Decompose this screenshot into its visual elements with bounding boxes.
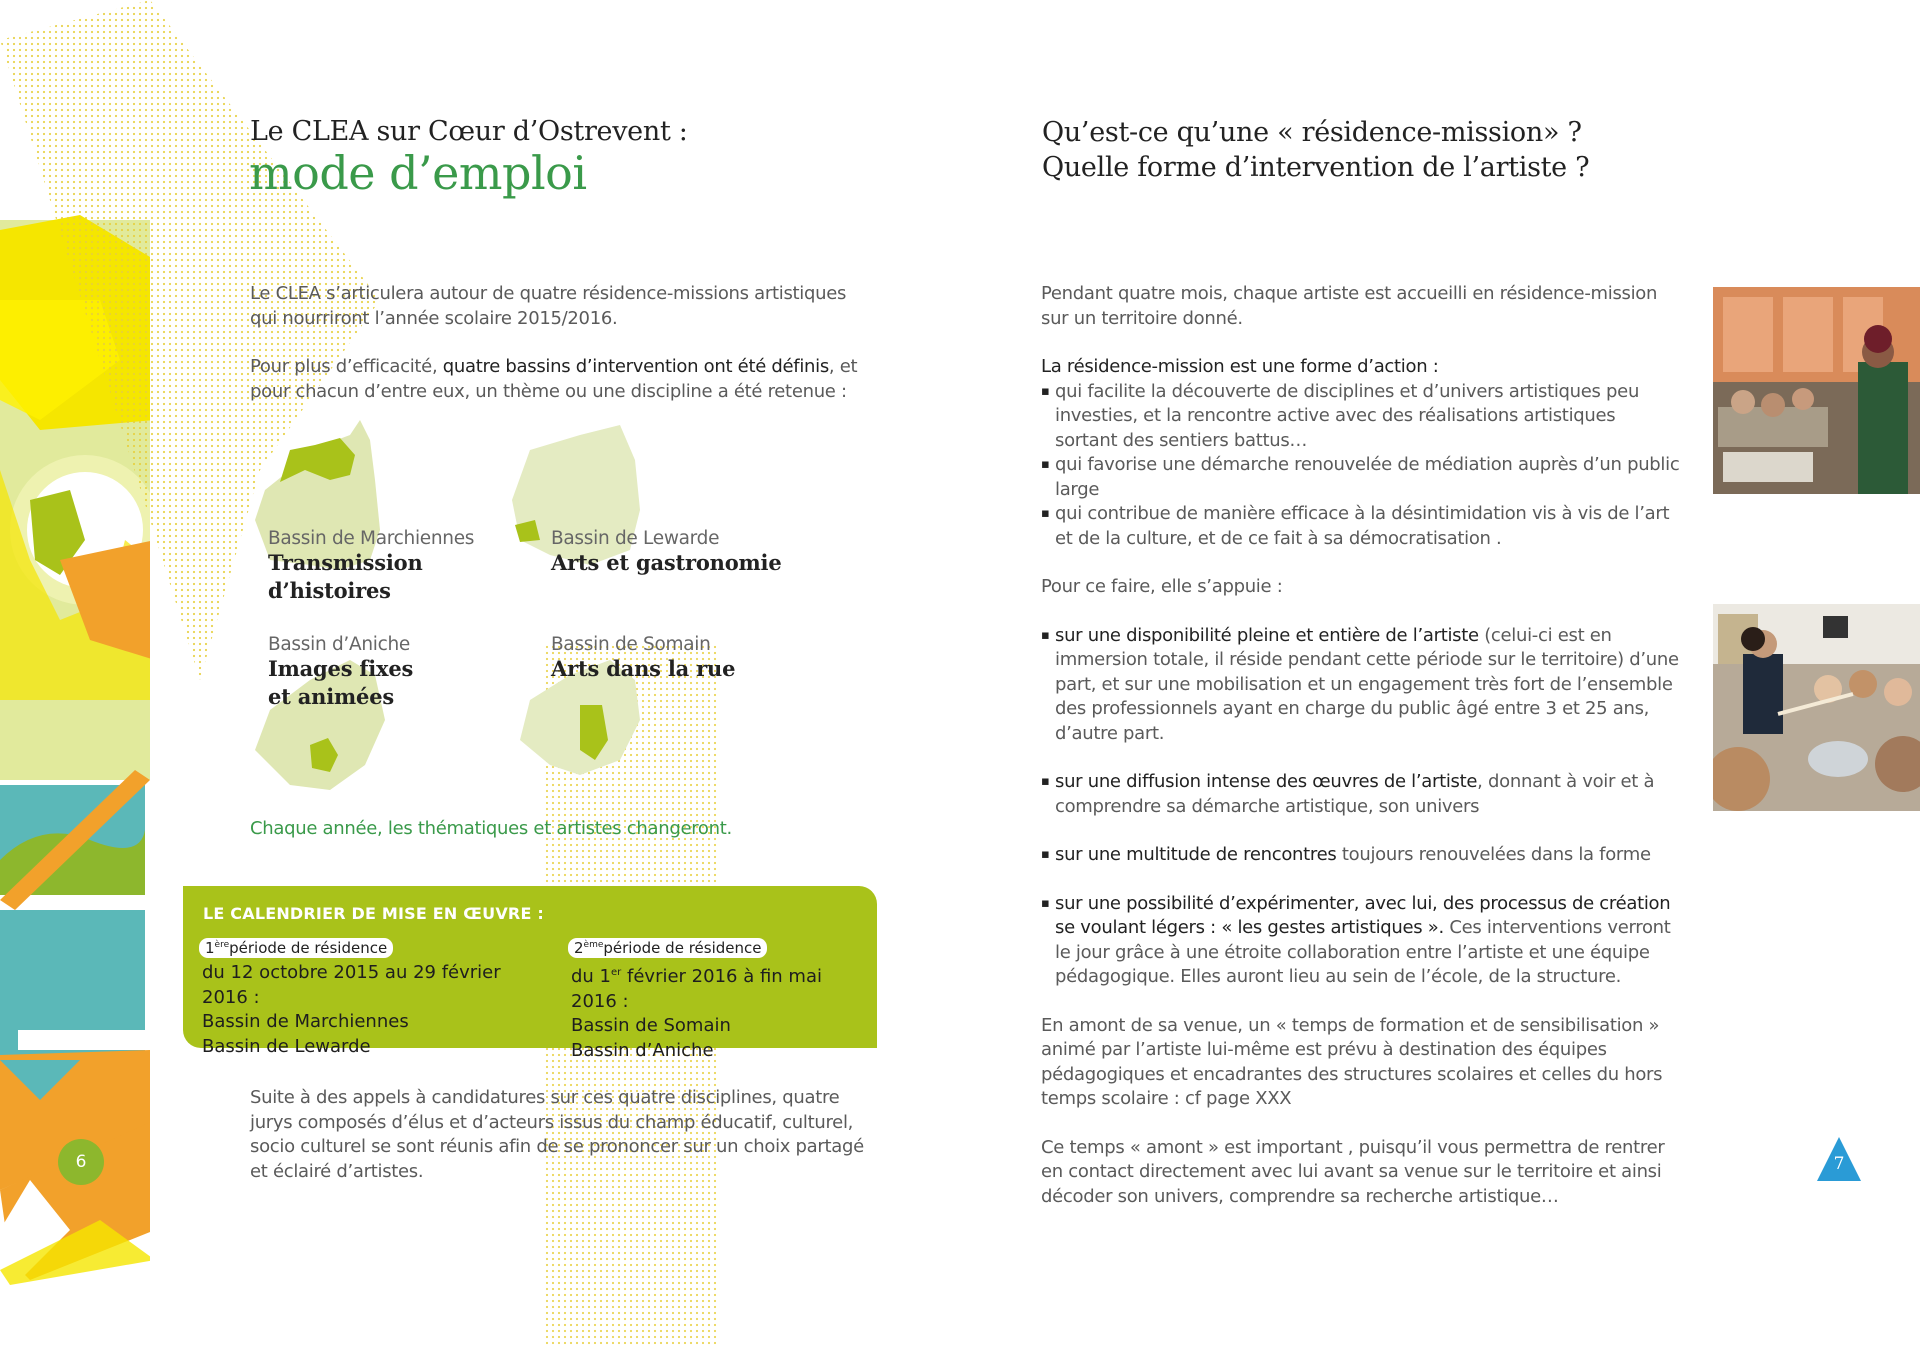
bassin-aniche (268, 634, 488, 711)
action-item: ▪ qui contribue de manière efficace à la désintimidation vis à vis de l’art et de la culture, et de ce fait à sa démocratisation . (1041, 502, 1681, 551)
period-pill (568, 938, 767, 958)
para2-bold: quatre bassins d’intervention ont été définis (442, 356, 829, 377)
period-pill (199, 938, 393, 958)
action-item: ▪ qui favorise une démarche renouvelée de médiation auprès d’un public large (1041, 453, 1681, 502)
classroom-photo-drawing (1713, 287, 1920, 494)
calendar-title: LE CALENDRIER DE MISE EN ŒUVRE : (203, 904, 544, 923)
bassin-label: Bassin de Lewarde (551, 528, 720, 549)
right-p4: En amont de sa venue, un « temps de formation et de sensibilisation » animé par l’artiste lui-même est prévu à destination des équipes pédagogiques et encadrantes des structures scolaires et celles du hors temps scolaire : cf page XXX (1041, 1014, 1663, 1109)
right-p3: Pour ce faire, elle s’appuie : (1041, 576, 1283, 597)
right-p1: Pendant quatre mois, chaque artiste est accueilli en résidence-mission sur un territoire donné. (1041, 283, 1658, 329)
bassin-label: Bassin de Somain (551, 634, 711, 655)
calendar-box (183, 886, 877, 1061)
classroom-photo (1713, 287, 1920, 494)
right-p2-title: La résidence-mission est une forme d’action : (1041, 356, 1439, 377)
page-number-6-badge (58, 1139, 104, 1185)
period-sup: ère (214, 940, 230, 950)
bassin-theme: Arts et gastronomie (551, 550, 782, 575)
workshop-photo-drawing (1713, 604, 1920, 811)
right-p5: Ce temps « amont » est important , puisqu’il vous permettra de rentrer en contact directement avec lui avant sa venue sur le territoire et ainsi décoder son univers, comprendre sa recherche artistique… (1041, 1136, 1665, 1207)
bassin-theme: Transmission (268, 550, 423, 575)
right-heading-line2: Quelle forme d’intervention de l’artiste ? (1042, 152, 1590, 183)
bassin-theme: Arts dans la rue (551, 656, 736, 681)
left-heading-small: Le CLEA sur Cœur d’Ostrevent : (250, 116, 688, 147)
period-bassin-b: Bassin d’Aniche (571, 1039, 714, 1061)
support-rest: , donnant à voir et à comprendre sa démarche artistique, son univers (1055, 771, 1655, 817)
period-dates: du 12 octobre 2015 au 29 février 2016 : (202, 962, 501, 1008)
right-text-column (1041, 282, 1681, 1209)
period-pill-text: période de résidence (603, 939, 762, 957)
yearly-note: Chaque année, les thématiques et artistes changeront. (250, 818, 732, 839)
support-item (1041, 892, 1681, 990)
page-number-7: 7 (1833, 1154, 1845, 1174)
action-item: ▪ qui facilite la découverte de disciplines et d’univers artistiques peu investies, et la rencontre active avec des réalisations artistiques sortant des sentiers battus… (1041, 380, 1681, 454)
support-bold: sur une multitude de rencontres (1055, 844, 1337, 865)
period-pill-text: période de résidence (229, 939, 388, 957)
bassin-label: Bassin de Marchiennes (268, 528, 475, 549)
period-dates (568, 961, 868, 1014)
calendar-period-2 (568, 938, 868, 1063)
support-rest: Ces interventions verront le jour grâce à une étroite collaboration entre l’artiste et une équipe pédagogique. Elles auront lieu au sein de l’école, de la structure. (1055, 917, 1671, 987)
left-bassins-paragraph (250, 355, 870, 404)
support-rest: (celui-ci est en immersion totale, il réside pendant cette période sur le territoire) d’une part, et sur une mobilisation et un engagement très fort de l’ensemble des professionnels ayant en charge du public âgé entre 3 et 25 ans, d’autre part. (1055, 624, 1679, 744)
para2-lead: Pour plus d’efficacité, (250, 356, 443, 377)
support-item (1041, 624, 1681, 747)
left-closing-paragraph: Suite à des appels à candidatures sur ces quatre disciplines, quatre jurys composés d’élus et d’acteurs issus du champ éducatif, culturel, socio culturel se sont réunis afin de se prononcer sur un choix partagé et éclairé d’artistes. (250, 1087, 864, 1182)
left-intro-paragraph: Le CLEA s’articulera autour de quatre résidence-missions artistiques qui nourriront l’année scolaire 2015/2016. (250, 283, 847, 329)
period-bassin-a: Bassin de Somain (571, 1015, 731, 1036)
period-num: 2 (574, 939, 584, 957)
bassin-theme-line2: d’histoires (268, 578, 391, 603)
support-bold: sur une diffusion intense des œuvres de l’artiste (1055, 771, 1478, 792)
bassin-somain (551, 634, 811, 683)
bassin-theme-line2: et animées (268, 684, 394, 709)
action-list (1041, 380, 1681, 552)
period-bassin-b: Bassin de Lewarde (202, 1035, 371, 1057)
dates-b: février 2016 à fin mai 2016 : (571, 966, 822, 1012)
bassin-lewarde (551, 528, 811, 577)
dates-sup: er (611, 967, 622, 978)
support-item (1041, 843, 1681, 868)
support-bold: sur une possibilité d’expérimenter, avec lui, des processus de création se voulant légers : « les gestes artistiques ». (1055, 892, 1671, 938)
bassin-marchiennes (268, 528, 488, 605)
calendar-period-1 (199, 938, 539, 1059)
para2-tail: , et pour chacun d’entre eux, un thème ou une discipline a été retenue : (250, 356, 858, 402)
support-rest: toujours renouvelées dans la forme (1336, 844, 1651, 865)
left-heading-big: mode d’emploi (249, 146, 587, 200)
page-number-7-badge (1815, 1135, 1863, 1183)
period-sup: ème (583, 940, 604, 950)
bassin-theme: Images fixes (268, 656, 414, 681)
dates-a: du 1 (571, 966, 612, 987)
period-bassin-a: Bassin de Marchiennes (202, 1011, 409, 1032)
right-heading (1042, 115, 1589, 185)
bassins-maps (250, 420, 810, 800)
workshop-photo (1713, 604, 1920, 811)
period-num: 1 (205, 939, 215, 957)
support-item (1041, 770, 1681, 819)
right-heading-line1: Qu’est-ce qu’une « résidence-mission» ? (1042, 117, 1582, 148)
bassin-label: Bassin d’Aniche (268, 634, 410, 655)
page-number-6: 6 (75, 1152, 87, 1172)
support-bold: sur une disponibilité pleine et entière de l’artiste (1055, 624, 1479, 646)
supports-list (1041, 624, 1681, 990)
